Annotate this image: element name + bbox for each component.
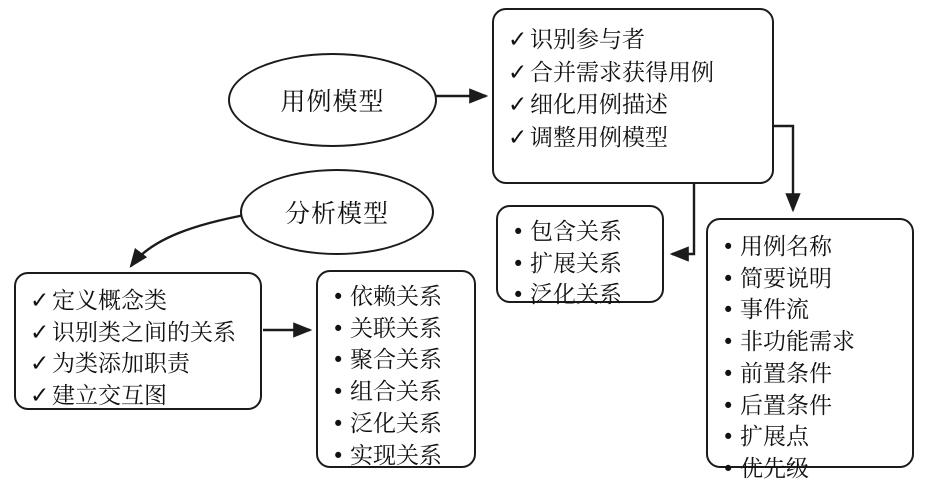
usecase-steps-list bbox=[508, 24, 758, 155]
list-item-label: 泛化关系 bbox=[350, 410, 442, 437]
list-item-label: 定义概念类 bbox=[52, 288, 167, 314]
list-item-label: 细化用例描述 bbox=[530, 92, 668, 119]
list-item-label: 非功能需求 bbox=[740, 329, 855, 356]
check-icon: ✓ bbox=[30, 319, 50, 346]
list-item-label: 扩展关系 bbox=[530, 250, 622, 277]
list-item-label: 前置条件 bbox=[740, 360, 832, 387]
bullet-icon: • bbox=[722, 330, 735, 355]
list-item bbox=[512, 217, 648, 249]
bullet-icon: • bbox=[332, 316, 345, 341]
list-item bbox=[332, 409, 460, 441]
bullet-icon: • bbox=[512, 220, 525, 244]
list-item-label: 合并需求获得用例 bbox=[530, 59, 714, 86]
node-usecase-model-label: 用例模型 bbox=[280, 87, 385, 116]
list-item-label: 关联关系 bbox=[350, 315, 442, 342]
node-analysis-model[interactable] bbox=[240, 169, 434, 255]
bullet-icon: • bbox=[332, 348, 345, 373]
list-item-label: 依赖关系 bbox=[350, 284, 442, 310]
list-item-label: 优先级 bbox=[740, 456, 809, 483]
node-analysis-steps[interactable] bbox=[14, 272, 262, 410]
list-item-label: 为类添加职责 bbox=[52, 351, 190, 378]
check-icon: ✓ bbox=[508, 27, 528, 53]
list-item bbox=[30, 349, 246, 381]
bullet-icon: • bbox=[722, 361, 735, 386]
list-item-label: 调整用例模型 bbox=[530, 124, 668, 151]
list-item-label: 包含关系 bbox=[530, 219, 622, 245]
bullet-icon: • bbox=[722, 425, 735, 450]
list-item-label: 用例名称 bbox=[740, 234, 832, 260]
list-item-label: 识别参与者 bbox=[530, 27, 645, 53]
list-item bbox=[722, 422, 898, 454]
bullet-icon: • bbox=[512, 283, 525, 308]
list-item bbox=[722, 295, 898, 327]
bullet-icon: • bbox=[722, 393, 735, 418]
list-item bbox=[332, 441, 460, 473]
check-icon: ✓ bbox=[508, 59, 528, 86]
list-item bbox=[508, 122, 758, 155]
list-item-label: 建立交互图 bbox=[52, 383, 167, 410]
list-item bbox=[722, 327, 898, 359]
usecase-fields-list bbox=[722, 232, 898, 486]
list-item-label: 组合关系 bbox=[350, 379, 442, 406]
bullet-icon: • bbox=[722, 457, 735, 482]
list-item bbox=[332, 345, 460, 377]
list-item bbox=[722, 359, 898, 391]
analysis-steps-list bbox=[30, 286, 246, 413]
list-item-label: 聚合关系 bbox=[350, 347, 442, 374]
bullet-icon: • bbox=[332, 285, 345, 309]
list-item bbox=[332, 377, 460, 409]
list-item-label: 实现关系 bbox=[350, 442, 442, 469]
list-item bbox=[722, 232, 898, 264]
usecase-relations-list bbox=[512, 217, 648, 312]
bullet-icon: • bbox=[332, 380, 345, 405]
list-item-label: 简要说明 bbox=[740, 265, 832, 292]
list-item bbox=[30, 286, 246, 318]
bullet-icon: • bbox=[722, 266, 735, 291]
class-relations-list bbox=[332, 282, 460, 472]
node-usecase-relations[interactable] bbox=[496, 205, 664, 309]
list-item bbox=[332, 282, 460, 314]
list-item-label: 扩展点 bbox=[740, 424, 809, 451]
node-usecase-steps[interactable] bbox=[492, 8, 774, 184]
bullet-icon: • bbox=[332, 443, 345, 468]
list-item bbox=[722, 454, 898, 486]
bullet-icon: • bbox=[332, 411, 345, 436]
edge-analysis-model-to-steps bbox=[131, 214, 250, 266]
check-icon: ✓ bbox=[508, 92, 528, 119]
list-item bbox=[30, 318, 246, 350]
list-item-label: 泛化关系 bbox=[530, 282, 622, 309]
check-icon: ✓ bbox=[30, 288, 50, 314]
list-item-label: 事件流 bbox=[740, 297, 809, 324]
node-usecase-model[interactable] bbox=[228, 53, 437, 147]
bullet-icon: • bbox=[722, 298, 735, 323]
node-usecase-fields[interactable] bbox=[706, 218, 914, 483]
node-class-relations[interactable] bbox=[316, 270, 476, 468]
list-item-label: 后置条件 bbox=[740, 392, 832, 419]
list-item bbox=[722, 264, 898, 296]
bullet-icon: • bbox=[512, 251, 525, 276]
list-item bbox=[722, 391, 898, 423]
list-item bbox=[508, 57, 758, 90]
list-item-label: 识别类之间的关系 bbox=[52, 319, 236, 346]
bullet-icon: • bbox=[722, 235, 735, 259]
list-item bbox=[512, 249, 648, 281]
check-icon: ✓ bbox=[30, 383, 50, 410]
list-item bbox=[508, 89, 758, 122]
check-icon: ✓ bbox=[508, 124, 528, 151]
list-item bbox=[508, 24, 758, 57]
node-analysis-model-label: 分析模型 bbox=[284, 199, 389, 228]
check-icon: ✓ bbox=[30, 351, 50, 378]
list-item bbox=[332, 314, 460, 346]
list-item bbox=[512, 280, 648, 312]
list-item bbox=[30, 381, 246, 413]
